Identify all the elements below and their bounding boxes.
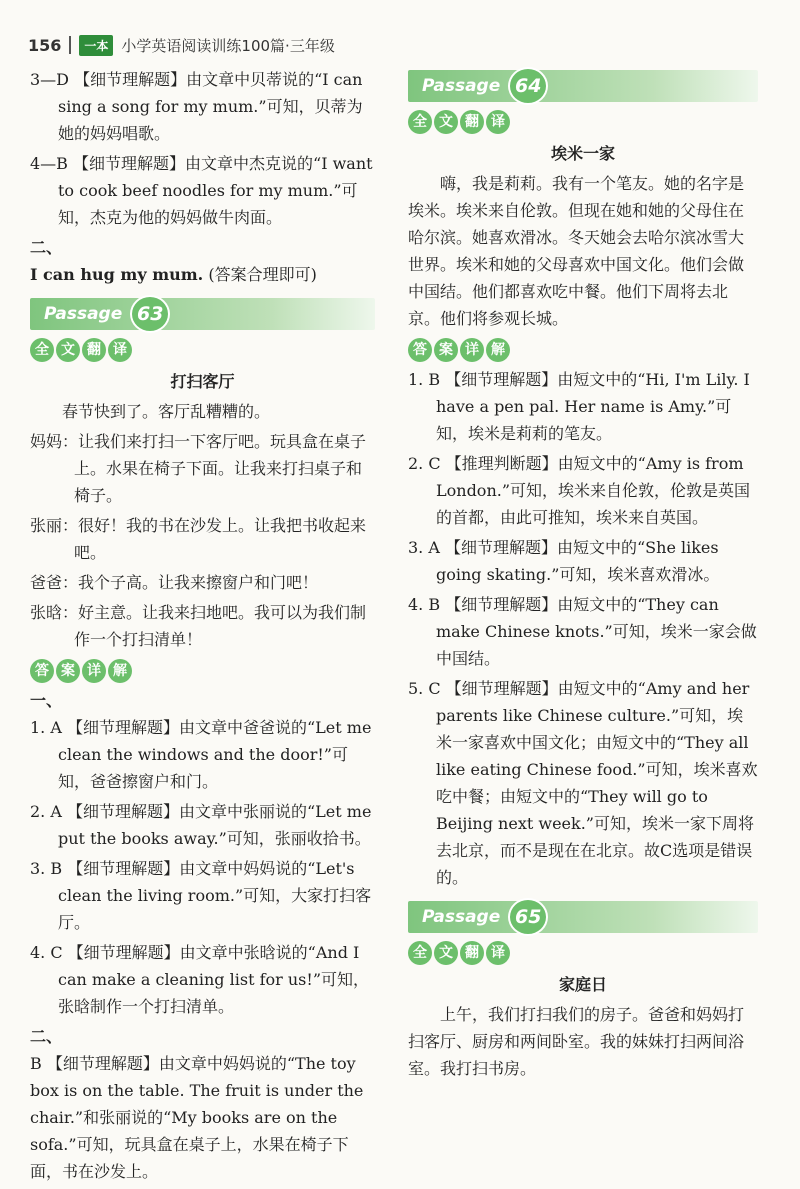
passage-title: 打扫客厅 xyxy=(170,372,235,391)
passage-body: 嗨，我是莉莉。我有一个笔友。她的名字是埃米。埃米来自伦敦。但现在她和她的父母住在哈尔滨。她喜欢滑冰。冬天她会去哈尔滨冰雪大世界。埃米和她的父母喜欢中国文化。他们会做中国结。他们都喜欢吃中餐。他们下周将去北京。他们将参观长城。 xyxy=(408,174,745,328)
passage-label: Passage xyxy=(422,906,501,927)
answer-3: 3—D 【细节理解题】由文章中贝蒂说的“I can sing a song for my mum.”可知，贝蒂为她的妈妈唱歌。 xyxy=(30,70,363,143)
page-number: 156 xyxy=(28,35,62,55)
passage-title: 家庭日 xyxy=(558,975,607,994)
dialogue-line: 妈妈：让我们来打扫一下客厅吧。玩具盒在桌子上。水果在椅子下面。让我来打扫桌子和椅子。 xyxy=(30,432,367,505)
answer-4: 4—B 【细节理解题】由文章中杰克说的“I want to cook beef noodles for my mum.”可知，杰克为他的妈妈做牛肉面。 xyxy=(30,154,373,227)
passage-title: 埃米一家 xyxy=(550,144,615,163)
dialogue-line: 爸爸：我个子高。让我来擦窗户和门吧！ xyxy=(30,573,319,592)
section-2-answer: I can hug my mum. (答案合理即可) xyxy=(30,265,317,284)
translation-tag: 全 文 翻 译 xyxy=(30,338,375,362)
passage-65-banner xyxy=(408,901,758,933)
section-2-label: 二、 xyxy=(30,238,63,257)
dialogue-line: 张丽：很好！我的书在沙发上。让我把书收起来吧。 xyxy=(30,516,367,562)
answer-item: B 【细节理解题】由文章中妈妈说的“The toy box is on the table. The fruit is under the chair.”和张丽说的“My books are on the sofa.”可知，玩具盒在桌子上，水果在椅子下面，书在沙发上。 xyxy=(30,1054,364,1181)
answer-item: 4. C 【细节理解题】由文章中张晗说的“And I can make a cleaning list for us!”可知，张晗制作一个打扫清单。 xyxy=(30,943,369,1016)
answer-item: 3. A 【细节理解题】由短文中的“She likes going skating.”可知，埃米喜欢滑冰。 xyxy=(408,538,720,584)
passage-body: 上午，我们打扫我们的房子。爸爸和妈妈打扫客厅、厨房和两间卧室。我的妹妹打扫两间浴室。我打扫书房。 xyxy=(408,1005,745,1078)
right-column xyxy=(408,66,758,1085)
answer-item: 1. B 【细节理解题】由短文中的“Hi, I'm Lily. I have a pen pal. Her name is Amy.”可知，埃米是莉莉的笔友。 xyxy=(408,370,750,443)
section-1-label: 一、 xyxy=(30,691,63,710)
section-2-label: 二、 xyxy=(30,1027,63,1046)
page-header xyxy=(28,32,335,58)
passage-number: 64 xyxy=(508,67,548,105)
passage-intro: 春节快到了。客厅乱糟糟的。 xyxy=(62,402,271,421)
answer-item: 2. A 【细节理解题】由文章中张丽说的“Let me put the books away.”可知，张丽收拾书。 xyxy=(30,802,372,848)
answer-item: 4. B 【细节理解题】由短文中的“They can make Chinese knots.”可知，埃米一家会做中国结。 xyxy=(408,595,757,668)
passage-number: 65 xyxy=(508,898,548,936)
dialogue-line: 张晗：好主意。让我来扫地吧。我可以为我们制作一个打扫清单！ xyxy=(30,603,367,649)
passage-label: Passage xyxy=(44,303,123,324)
answer-item: 2. C 【推理判断题】由短文中的“Amy is from London.”可知，埃米来自伦敦，伦敦是英国的首都，由此可推知，埃米来自英国。 xyxy=(408,454,751,527)
left-column xyxy=(30,66,375,1188)
answer-tag: 答 案 详 解 xyxy=(30,659,375,683)
passage-label: Passage xyxy=(422,75,501,96)
answer-item: 3. B 【细节理解题】由文章中妈妈说的“Let's clean the living room.”可知，大家打扫客厅。 xyxy=(30,859,372,932)
answer-item: 5. C 【细节理解题】由短文中的“Amy and her parents like Chinese culture.”可知，埃米一家喜欢中国文化；由短文中的“They all like eating Chinese food.”可知，埃米喜欢吃中餐；由短文中的“They will go to Beijing next week.”可知，埃米一家下周将去北京，而不是现在在北京。故C选项是错误的。 xyxy=(408,679,758,887)
brand-logo: 一本 xyxy=(79,35,113,56)
answer-item: 1. A 【细节理解题】由文章中爸爸说的“Let me clean the windows and the door!”可知，爸爸擦窗户和门。 xyxy=(30,718,372,791)
translation-tag: 全 文 翻 译 xyxy=(408,941,758,965)
passage-63-banner xyxy=(30,298,375,330)
translation-tag: 全 文 翻 译 xyxy=(408,110,758,134)
header-divider xyxy=(69,36,71,54)
passage-64-banner xyxy=(408,70,758,102)
answer-tag: 答 案 详 解 xyxy=(408,338,758,362)
passage-number: 63 xyxy=(130,295,170,333)
book-title: 小学英语阅读训练100篇·三年级 xyxy=(121,36,335,55)
